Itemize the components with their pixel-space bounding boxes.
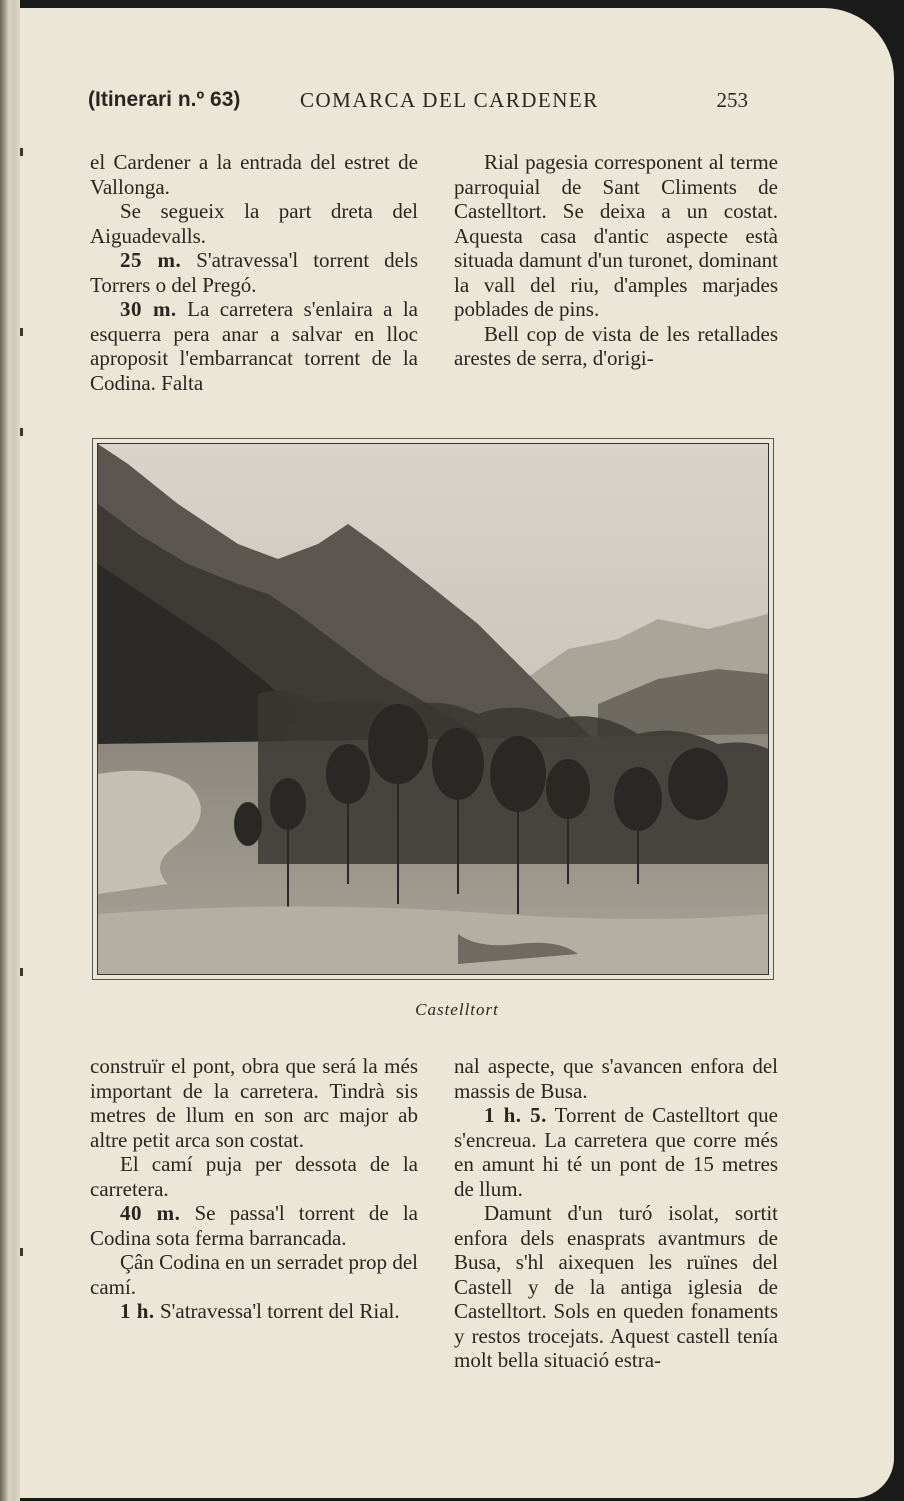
book-page (20, 8, 894, 1498)
figure-caption: Castelltort (415, 1000, 499, 1019)
paragraph: Damunt d'un turó isolat, sortit enfora dels enasprats avantmurs de Busa, s'hl aixequen les ruïnes del Castell y de la antiga iglesia de Castelltort. Sols en queden fonaments y restos trocejats. Aquest castell tenía molt bella situació estra- (454, 1201, 778, 1372)
paragraph: 40 m. Se passa'l torrent de la Codina sota ferma barrancada. (90, 1201, 418, 1250)
time-marker: 1 h. (120, 1299, 155, 1323)
text-column-top-right (454, 150, 778, 371)
paragraph: Çân Codina en un serradet prop del camí. (90, 1250, 418, 1299)
running-header (88, 88, 748, 128)
margin-mark (20, 148, 23, 156)
text-column-bottom-left (90, 1054, 418, 1324)
figure-frame (92, 438, 774, 980)
margin-mark (20, 1248, 23, 1256)
page-number: 253 (716, 88, 748, 112)
paragraph: el Cardener a la entrada del estret de Vallonga. (90, 150, 418, 199)
paragraph: 30 m. La carretera s'enlaira a la esquerra pera anar a salvar en lloc aproposit l'embarrancat torrent de la Codina. Falta (90, 297, 418, 395)
text-column-top-left (90, 150, 418, 395)
chapter-title: COMARCA DEL CARDENER (300, 88, 599, 112)
time-marker: 25 m. (120, 248, 182, 272)
paragraph: nal aspecte, que s'avancen enfora del massis de Busa. (454, 1054, 778, 1103)
text-column-bottom-right (454, 1054, 778, 1373)
margin-mark (20, 968, 23, 976)
paragraph: construïr el pont, obra que será la més important de la carretera. Tindrà sis metres de llum en son arc major ab altre petit arca son costat. (90, 1054, 418, 1152)
paragraph: 1 h. 5. Torrent de Castelltort que s'encreua. La carretera que corre més en amunt hi té un pont de 15 metres de llum. (454, 1103, 778, 1201)
paragraph: 25 m. S'atravessa'l torrent dels Torrers o del Pregó. (90, 248, 419, 297)
margin-mark (20, 328, 23, 336)
landscape-photo (97, 443, 769, 975)
time-marker: 1 h. 5. (484, 1103, 547, 1127)
time-marker: 40 m. (120, 1201, 181, 1225)
paragraph: 1 h. S'atravessa'l torrent del Rial. (120, 1299, 400, 1323)
book-spine-edge (0, 0, 20, 1501)
paragraph: El camí puja per dessota de la carretera. (90, 1152, 418, 1201)
margin-mark (20, 428, 23, 436)
time-marker: 30 m. (120, 297, 177, 321)
itinerary-reference: (Itinerari n.º 63) (88, 88, 241, 111)
paragraph: Rial pagesia corresponent al terme parroquial de Sant Climents de Castelltort. Se deixa a un costat. Aquesta casa d'antic aspecte està situada damunt d'un turonet, dominant la vall del riu, d'amples marjades poblades de pins. (454, 150, 778, 321)
paragraph: Se segueix la part dreta del Aiguadevalls. (90, 199, 418, 248)
paragraph: Bell cop de vista de les retallades arestes de serra, d'origi- (454, 321, 778, 370)
